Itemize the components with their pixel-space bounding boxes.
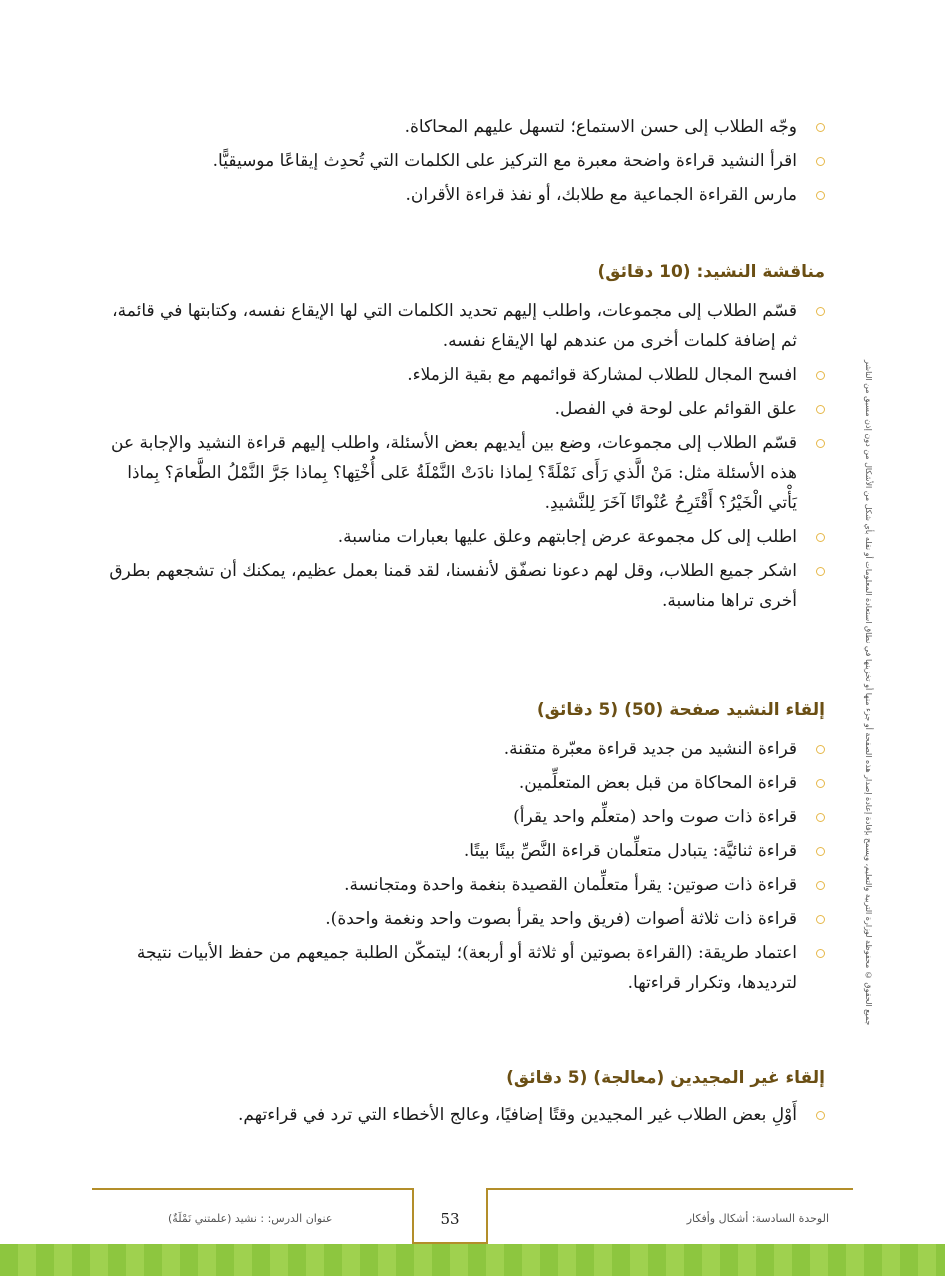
list-item: اقرأ النشيد قراءة واضحة معبرة مع التركيز على الكلمات التي تُحدِث إيقاعًا موسيقيًّا. (105, 146, 825, 176)
bullet-icon (816, 533, 825, 542)
bullet-icon (816, 949, 825, 958)
decorative-green-strip (0, 1244, 945, 1276)
bullet-icon (816, 191, 825, 200)
list-item: مارس القراءة الجماعية مع طلابك، أو نفذ قراءة الأقران. (105, 180, 825, 210)
bullet-icon (816, 371, 825, 380)
section-remedial (105, 1096, 825, 1134)
bullet-icon (816, 881, 825, 890)
list-item: قراءة ذات ثلاثة أصوات (فريق واحد يقرأ بصوت واحد ونغمة واحدة). (105, 904, 825, 934)
list-item: اعتماد طريقة: (القراءة بصوتين أو ثلاثة أو أربعة)؛ ليتمكّن الطلبة جميعهم من حفظ الأبيات نتيجة لترديدها، وتكرار قراءتها. (105, 938, 825, 998)
list-item: قراءة ذات صوت واحد (متعلِّم واحد يقرأ) (105, 802, 825, 832)
bullet-icon (816, 915, 825, 924)
footer-unit: الوحدة السادسة: أشكال وأفكار (686, 1212, 829, 1225)
bullet-icon (816, 1111, 825, 1120)
list-item: قراءة ذات صوتين: يقرأ متعلِّمان القصيدة بنغمة واحدة ومتجانسة. (105, 870, 825, 900)
section-heading-remedial: إلقاء غير المجيدين (معالجة) (5 دقائق) (506, 1068, 825, 1088)
bullet-list (105, 296, 825, 616)
section-heading-recitation: إلقاء النشيد صفحة (50) (5 دقائق) (536, 700, 825, 720)
list-item: افسح المجال للطلاب لمشاركة قوائمهم مع بقية الزملاء. (105, 360, 825, 390)
list-item: قسّم الطلاب إلى مجموعات، واطلب إليهم تحديد الكلمات التي لها الإيقاع نفسه، وكتابتها في قائمة، ثم إضافة كلمات أخرى من عندهم لها الإيقاع نفسه. (105, 296, 825, 356)
bullet-list (105, 1100, 825, 1130)
bullet-icon (816, 123, 825, 132)
copyright-side-note: جميع الحقوق © محفوظة لوزارة التربية والتعليم، ويسمح بإفادة إعادة إصدار هذه الصفحة أو جزء منها أو تخزينها في نطاق استعادة المعلومات أو نقله بأي شكل من الأشكال من دون إذن مسبق من الناشر (864, 359, 873, 1025)
list-item: اطلب إلى كل مجموعة عرض إجابتهم وعلق عليها بعبارات مناسبة. (105, 522, 825, 552)
list-item: وجّه الطلاب إلى حسن الاستماع؛ لتسهل عليهم المحاكاة. (105, 112, 825, 142)
bullet-icon (816, 813, 825, 822)
list-item: أَوْلِ بعض الطلاب غير المجيدين وقتًا إضافيًا، وعالج الأخطاء التي ترد في قراءتهم. (105, 1100, 825, 1130)
section-intro (105, 108, 825, 214)
list-item: اشكر جميع الطلاب، وقل لهم دعونا نصفّق لأنفسنا، لقد قمنا بعمل عظيم، يمكنك أن تشجعهم بطرق أخرى تراها مناسبة. (105, 556, 825, 616)
bullet-icon (816, 405, 825, 414)
list-item: قراءة ثنائيَّة: يتبادل متعلِّمان قراءة النَّصِّ بيتًا بيتًا. (105, 836, 825, 866)
bullet-list (105, 734, 825, 998)
list-item: قراءة المحاكاة من قبل بعض المتعلِّمين. (105, 768, 825, 798)
footer-lesson: عنوان الدرس: : نشيد (علمتني نَمْلَةٌ) (168, 1212, 333, 1225)
bullet-icon (816, 157, 825, 166)
section-discussion (105, 292, 825, 620)
bullet-icon (816, 439, 825, 448)
list-item: قراءة النشيد من جديد قراءة معبّرة متقنة. (105, 734, 825, 764)
bullet-icon (816, 307, 825, 316)
list-item: قسّم الطلاب إلى مجموعات، وضع بين أيديهم بعض الأسئلة، واطلب إليهم قراءة النشيد والإجابة عن هذه الأسئلة مثل: مَنْ الَّذي رَأَى نَمْلَةً؟ لِماذا نادَتْ النَّمْلَةُ عَلى أُخْتِها؟ بِماذا جَرَّ النَّمْلُ الطَّعامَ؟ بِماذا يَأْتي الْخَيْرُ؟ أَقْتَرِحُ عُنْوانًا آخَرَ لِلنَّشيدِ. (105, 428, 825, 518)
list-item: علق القوائم على لوحة في الفصل. (105, 394, 825, 424)
bullet-icon (816, 847, 825, 856)
bullet-list (105, 112, 825, 210)
bullet-icon (816, 745, 825, 754)
page-number: 53 (412, 1188, 488, 1244)
bullet-icon (816, 779, 825, 788)
section-recitation (105, 730, 825, 1002)
bullet-icon (816, 567, 825, 576)
section-heading-discussion: مناقشة النشيد: (10 دقائق) (597, 262, 825, 282)
